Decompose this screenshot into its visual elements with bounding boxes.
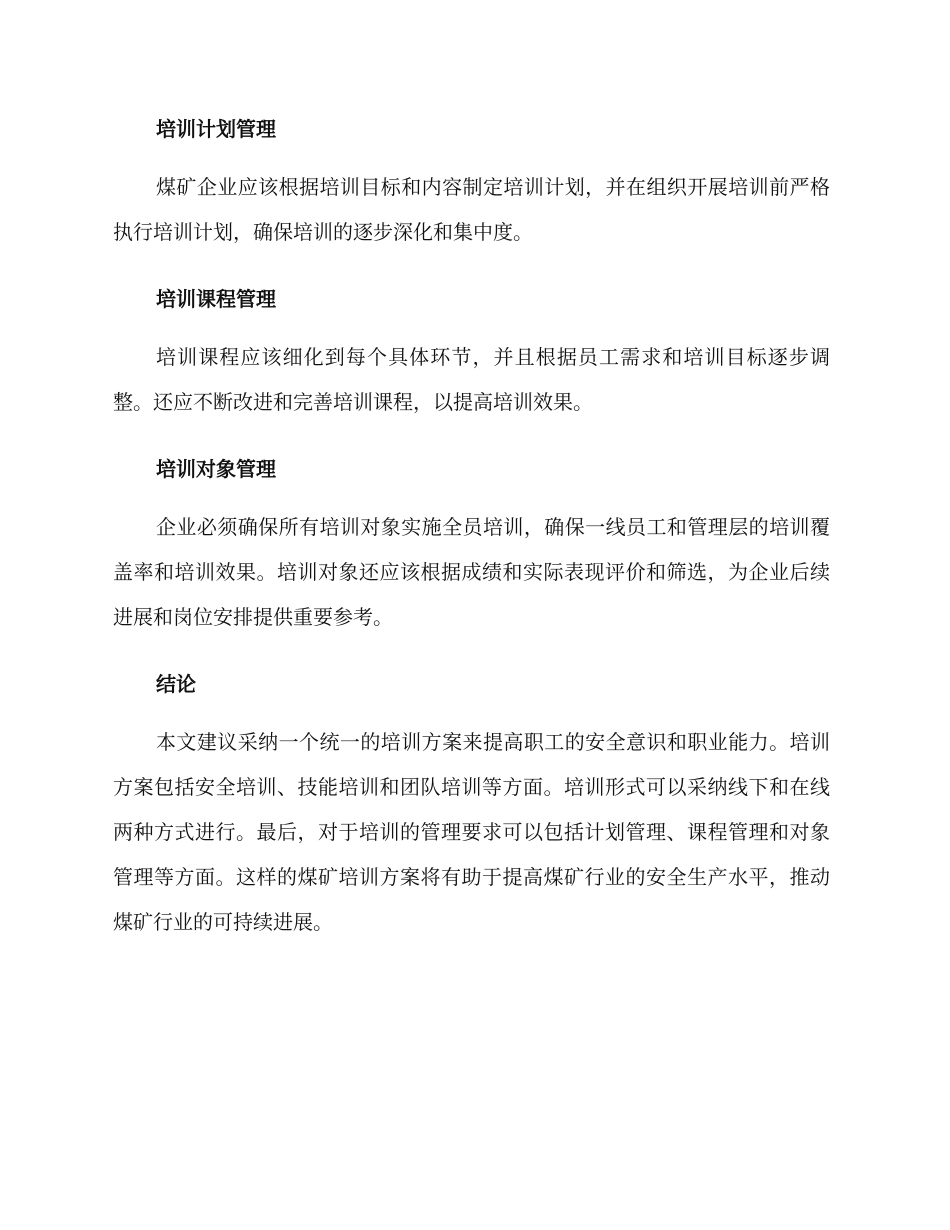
section-heading-training-plan: 培训计划管理 [156, 117, 276, 141]
section-paragraph-training-course: 培训课程应该细化到每个具体环节，并且根据员工需求和培训目标逐步调整。还应不断改进和完善培训课程，以提高培训效果。 [113, 345, 830, 414]
section-heading-training-course: 培训课程管理 [156, 287, 276, 311]
section-heading-training-target: 培训对象管理 [156, 457, 276, 481]
section-paragraph-training-plan: 煤矿企业应该根据培训目标和内容制定培训计划，并在组织开展培训前严格执行培训计划，确保培训的逐步深化和集中度。 [113, 175, 830, 244]
section-paragraph-conclusion: 本文建议采纳一个统一的培训方案来提高职工的安全意识和职业能力。培训方案包括安全培训、技能培训和团队培训等方面。培训形式可以采纳线下和在线两种方式进行。最后，对于培训的管理要求可以包括计划管理、课程管理和对象管理等方面。这样的煤矿培训方案将有助于提高煤矿行业的安全生产水平，推动煤矿行业的可持续进展。 [113, 730, 830, 934]
section-paragraph-training-target: 企业必须确保所有培训对象实施全员培训，确保一线员工和管理层的培训覆盖率和培训效果。培训对象还应该根据成绩和实际表现评价和筛选，为企业后续进展和岗位安排提供重要参考。 [113, 515, 830, 629]
section-heading-conclusion: 结论 [156, 672, 196, 696]
